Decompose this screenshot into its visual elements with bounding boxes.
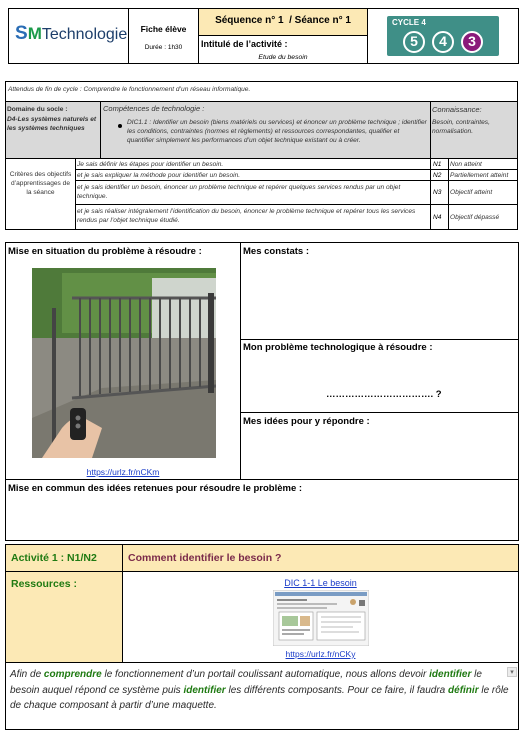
sequence-label — [198, 15, 368, 26]
critere-code-1: N1 — [433, 161, 442, 168]
critere-level-3: Objectif atteint — [450, 189, 493, 196]
logo — [15, 23, 128, 49]
constats-title: Mes constats : — [243, 246, 309, 257]
consigne-k3: identifier — [183, 684, 226, 696]
criteres-label: Critères des objectifs d’apprentissages de la séance — [9, 171, 72, 196]
consigne-p5: le rôle de chaque composant à partir d’une maquette. — [10, 684, 509, 711]
ressources-label: Ressources : — [11, 578, 77, 590]
cycle-level-3-text: 3 — [468, 33, 476, 49]
domaine-text: D4-Les systèmes naturels et les systèmes techniques — [7, 116, 97, 132]
attendus-text — [8, 85, 513, 94]
fiche-cell — [128, 8, 199, 64]
critere-code-3: N3 — [433, 189, 442, 196]
critere-code-2: N2 — [433, 172, 442, 179]
attendus-value: Comprendre le fonctionnement d’un réseau informatique. — [83, 86, 251, 93]
doc-url-link[interactable]: https://urlz.fr/nCKy — [285, 649, 356, 659]
critere-code-4: N4 — [433, 214, 442, 221]
critere-level-1: Non atteint — [450, 161, 482, 168]
situation-link[interactable]: https://urlz.fr/nCKm — [86, 467, 160, 477]
situation-title: Mise en situation du problème à résoudre : — [8, 246, 202, 257]
doc-thumbnail[interactable] — [273, 590, 369, 646]
connaissance-label: Connaissance: — [432, 105, 482, 114]
seance-number: / Séance n° 1 — [289, 15, 351, 26]
sequence-number: Séquence n° 1 — [215, 15, 284, 26]
portail-photo — [32, 268, 216, 458]
probleme-dots[interactable]: ……………………………. ? — [326, 389, 442, 400]
logo-s: S — [15, 23, 28, 44]
critere-text-1: Je sais définir les étapes pour identifier un besoin. — [77, 161, 224, 168]
consigne-p1: Afin de — [10, 669, 44, 680]
cycle-level-4-text: 4 — [439, 33, 447, 49]
consigne-text — [10, 667, 514, 714]
cycle-level-5-text: 5 — [410, 33, 418, 49]
intitule-value: Etude du besoin — [258, 54, 308, 61]
competences-text: DIC1.1 : Identifier un besoin (biens matériels ou services) et énoncer un problème technique ; identifier les conditions, contraintes (normes et règlements) et ressources correspondantes, qualifier et quantifier simplement les performances d’un objet technique existant ou à créer. — [127, 119, 427, 144]
duree-label: Durée : 1h30 — [144, 44, 183, 51]
doc-link[interactable]: DIC 1-1 Le besoin — [284, 578, 357, 588]
consigne-p4: les différents composants. Pour ce faire, il faudra — [225, 684, 449, 696]
consigne-p3: le besoin auquel répond ce système puis — [10, 669, 482, 696]
critere-level-2: Partiellement atteint — [450, 172, 509, 179]
probleme-title: Mon problème technologique à résoudre : — [243, 342, 433, 353]
cycle-label: CYCLE 4 — [392, 18, 426, 27]
expand-chevron-icon[interactable]: ▾ — [507, 667, 517, 677]
bullet-icon — [118, 124, 122, 128]
logo-m-icon: M — [27, 24, 42, 43]
critere-text-2: et je sais expliquer la méthode pour identifier un besoin. — [77, 172, 241, 179]
consigne-k1: comprendre — [43, 669, 102, 680]
attendus-label: Attendus de fin de cycle : — [8, 86, 82, 93]
critere-level-4: Objectif dépassé — [450, 214, 500, 221]
fiche-label: Fiche élève — [140, 24, 187, 34]
domaine-label: Domaine du socle : — [7, 106, 68, 113]
consigne-p2: le fonctionnement d’un portail coulissant automatique, nous allons devoir — [101, 669, 430, 680]
consigne-k2: identifier — [429, 669, 472, 680]
connaissance-text: Besoin, contraintes, normalisation. — [432, 119, 490, 135]
idees-title: Mes idées pour y répondre : — [243, 416, 370, 427]
activite-label: Activité 1 : N1/N2 — [11, 552, 97, 564]
critere-text-4: et je sais réaliser intégralement l’identification du besoin, énoncer le problème technique et repérer tous les services rendus par l’objet technique étudié. — [77, 208, 416, 224]
critere-text-3: et je sais identifier un besoin, énoncer un problème technique et repérer quelques services rendus par un objet technique. — [77, 184, 401, 200]
commun-title: Mise en commun des idées retenues pour résoudre le problème : — [8, 483, 303, 494]
competences-label: Compétences de technologie : — [103, 104, 205, 113]
consigne-k4: définir — [448, 684, 479, 696]
logo-text: Technologie — [41, 26, 128, 43]
intitule-label: Intitulé de l’activité : — [201, 39, 288, 49]
activite-question: Comment identifier le besoin ? — [128, 552, 282, 564]
